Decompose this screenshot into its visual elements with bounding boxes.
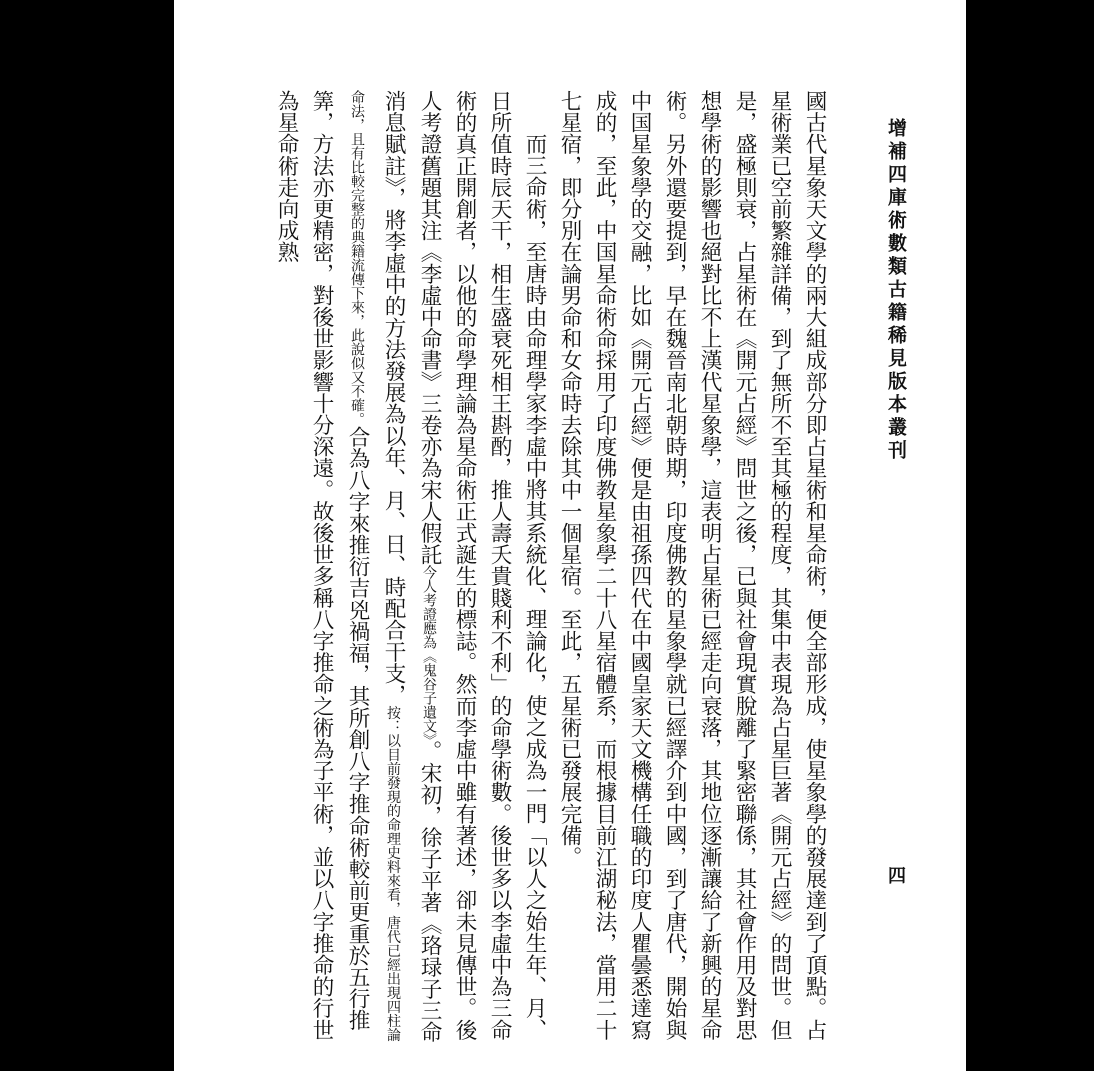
page-number: 四 <box>885 866 906 884</box>
running-header: 增補四庫術數類古籍稀見版本叢刊 <box>885 118 907 463</box>
inline-note-2: 按：以目前發現的命理史料來看，唐代已經出現四柱論命法，且有比較完整的典籍流傳下來，此說似又不確。 <box>349 90 401 1042</box>
body-text <box>269 90 832 1050</box>
inline-note-1: 今人考證應為《鬼谷子遺文》 <box>421 565 437 741</box>
paragraph-2 <box>269 90 552 1050</box>
paragraph-2-part-1: 而三命術，至唐時由命理學家李虛中將其系統化、理論化，使之成為一門「以人之始生年、月、日所值時辰天干，相生盛衰死相王斟酌，推人壽夭貴賤利不利」的命學術數。後世多以李虛中為三命術的真正開創者，以他的命學理論為星命術正式誕生的標誌。然而李虛中雖有著述，卻未見傳世。後人考證舊題其注《李虛中命書》三卷亦為宋人假託 <box>417 90 547 1041</box>
paragraph-2-part-3: 合為八字來推衍吉兇禍福，其所創八字推命術較前更重於五行推筭，方法亦更精密，對後世影響十分深遠。故後世多稱八字推命之術為子平術，並以八字推命的行世為星命術走向成熟 <box>274 90 370 1041</box>
book-page <box>174 0 966 1071</box>
paragraph-1: 國古代星象天文學的兩大組成部分即占星術和星命術，便全部形成，使星象學的發展達到了頂點。占星術業已空前繁雜詳備，到了無所不至其極的程度，其集中表現為占星巨著《開元占經》的問世。但是，盛極則衰，占星術在《開元占經》問世之後，已與社會現實脫離了緊密聯係，其社會作用及對思想學術的影響也絕對比不上漢代星象學，這表明占星術已經走向衰落，其地位逐漸讓給了新興的星命術。另外還要提到，早在魏晉南北朝時期，印度佛教的星象學就已經譯介到中國，到了唐代，開始與中国星象學的交融，比如《開元占經》便是由祖孫四代在中國皇家天文機構任職的印度人瞿曇悉達寫成的，至此，中国星命術命採用了印度佛教星象學二十八星宿體系，而根據目前江湖秘法，當用二十七星宿，即分別在論男命和女命時去除其中一個星宿。至此，五星術已發展完備。 <box>557 90 827 1041</box>
paragraph-2-part-2: 。宋初，徐子平著《珞琭子三命消息賦註》，將李虛中的方法發展為以年、月、日、時配合干支， <box>381 90 442 1043</box>
